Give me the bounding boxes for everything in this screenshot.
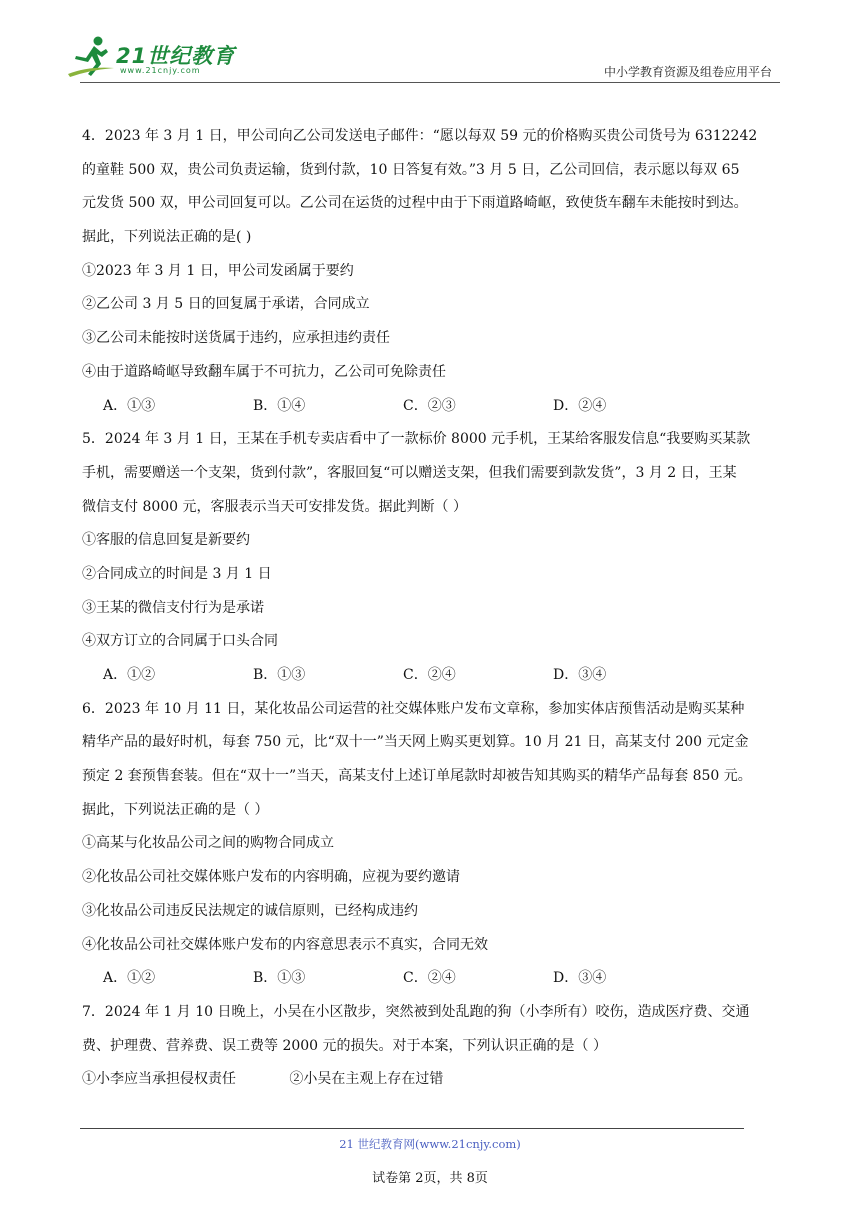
question-text-line: 据此，下列说法正确的是（ ） <box>82 801 269 818</box>
header-divider <box>80 82 780 83</box>
option-a: A．①② <box>103 970 156 987</box>
exam-content <box>82 120 780 1097</box>
question-text-line: 据此，下列说法正确的是( ) <box>82 229 252 246</box>
footer-link[interactable]: 21 世纪教育网(www.21cnjy.com) <box>339 1137 521 1151</box>
question-text-line: 手机，需要赠送一个支架，货到付款”，客服回复“可以赠送支架，但我们需要到款发货”，3 月 2 日，王某 <box>82 464 737 481</box>
question-text-line: 费、护理费、营养费、误工费等 2000 元的损失。对于本案，下列认识正确的是（ ） <box>82 1037 607 1054</box>
option-c: C．②④ <box>403 667 456 683</box>
question-text-line: 的童鞋 500 双，贵公司负责运输，货到付款，10 日答复有效。”3 月 5 日，乙公司回信，表示愿以每双 65 <box>82 161 740 178</box>
question-text-line: 6．2023 年 10 月 11 日，某化妆品公司运营的社交媒体账户发布文章称，参加实体店预售活动是购买某种 <box>82 700 745 717</box>
statement: ④双方订立的合同属于口头合同 <box>82 633 278 650</box>
statement: ②化妆品公司社交媒体账户发布的内容明确，应视为要约邀请 <box>82 869 460 886</box>
option-b: B．①③ <box>253 667 306 683</box>
logo-text: 21世纪教育 <box>116 44 236 68</box>
statement: ①2023 年 3 月 1 日，甲公司发函属于要约 <box>82 262 354 279</box>
statement: ③乙公司未能按时送货属于违约，应承担违约责任 <box>82 330 390 347</box>
statement: ①高某与化妆品公司之间的购物合同成立 <box>82 835 334 852</box>
statement: ③化妆品公司违反民法规定的诚信原则，已经构成违约 <box>82 902 418 919</box>
statement: ①客服的信息回复是新要约 <box>82 532 250 549</box>
question-7 <box>82 996 780 1097</box>
question-text-line: 元发货 500 双，甲公司回复可以。乙公司在运货的过程中由于下雨道路崎岖，致使货车翻车未能按时到达。 <box>82 195 748 212</box>
footer-divider <box>80 1128 744 1129</box>
option-d: D．②④ <box>553 397 607 414</box>
statement: ③王某的微信支付行为是承诺 <box>82 599 264 616</box>
page-number: 试卷第 2页，共 8页 <box>372 1171 488 1186</box>
question-text-line: 精华产品的最好时机，每套 750 元，比“双十一”当天网上购买更划算。10 月 21 日，高某支付 200 元定金 <box>82 734 749 751</box>
statement: ②合同成立的时间是 3 月 1 日 <box>82 565 272 582</box>
header-tagline: 中小学教育资源及组卷应用平台 <box>603 65 772 79</box>
page-header <box>0 0 860 90</box>
question-text-line: 5．2024 年 3 月 1 日，王某在手机专卖店看中了一款标价 8000 元手机，王某给客服发信息“我要购买某款 <box>82 431 751 448</box>
statement: ①小李应当承担侵权责任 ②小吴在主观上存在过错 <box>82 1071 444 1088</box>
statement: ②乙公司 3 月 5 日的回复属于承诺，合同成立 <box>82 296 370 313</box>
logo-url: www.21cnjy.com <box>120 66 201 75</box>
statement: ④化妆品公司社交媒体账户发布的内容意思表示不真实，合同无效 <box>82 936 488 953</box>
question-6 <box>82 693 780 996</box>
question-5 <box>82 423 780 693</box>
answer-options <box>82 962 780 996</box>
option-d: D．③④ <box>553 667 607 683</box>
question-text-line: 7．2024 年 1 月 10 日晚上，小吴在小区散步，突然被到处乱跑的狗（小李所有）咬伤，造成医疗费、交通 <box>82 1003 750 1020</box>
option-c: C．②④ <box>403 970 456 987</box>
answer-options <box>82 390 780 424</box>
option-c: C．②③ <box>403 397 456 414</box>
option-b: B．①④ <box>253 397 306 414</box>
runner-logo-icon <box>68 34 116 80</box>
option-a: A．①② <box>103 667 156 683</box>
question-text-line: 预定 2 套预售套装。但在“双十一”当天，高某支付上述订单尾款时却被告知其购买的精华产品每套 850 元。 <box>82 768 752 785</box>
question-text-line: 微信支付 8000 元，客服表示当天可安排发货。据此判断（ ） <box>82 498 467 515</box>
answer-options <box>82 659 780 693</box>
statement: ④由于道路崎岖导致翻车属于不可抗力，乙公司可免除责任 <box>82 363 446 380</box>
logo <box>68 34 268 82</box>
question-text-line: 4．2023 年 3 月 1 日，甲公司向乙公司发送电子邮件：“愿以每双 59 元的价格购买贵公司货号为 6312242 <box>82 128 758 144</box>
question-4 <box>82 120 780 423</box>
option-b: B．①③ <box>253 970 306 987</box>
option-a: A．①③ <box>103 397 156 414</box>
option-d: D．③④ <box>553 970 607 987</box>
